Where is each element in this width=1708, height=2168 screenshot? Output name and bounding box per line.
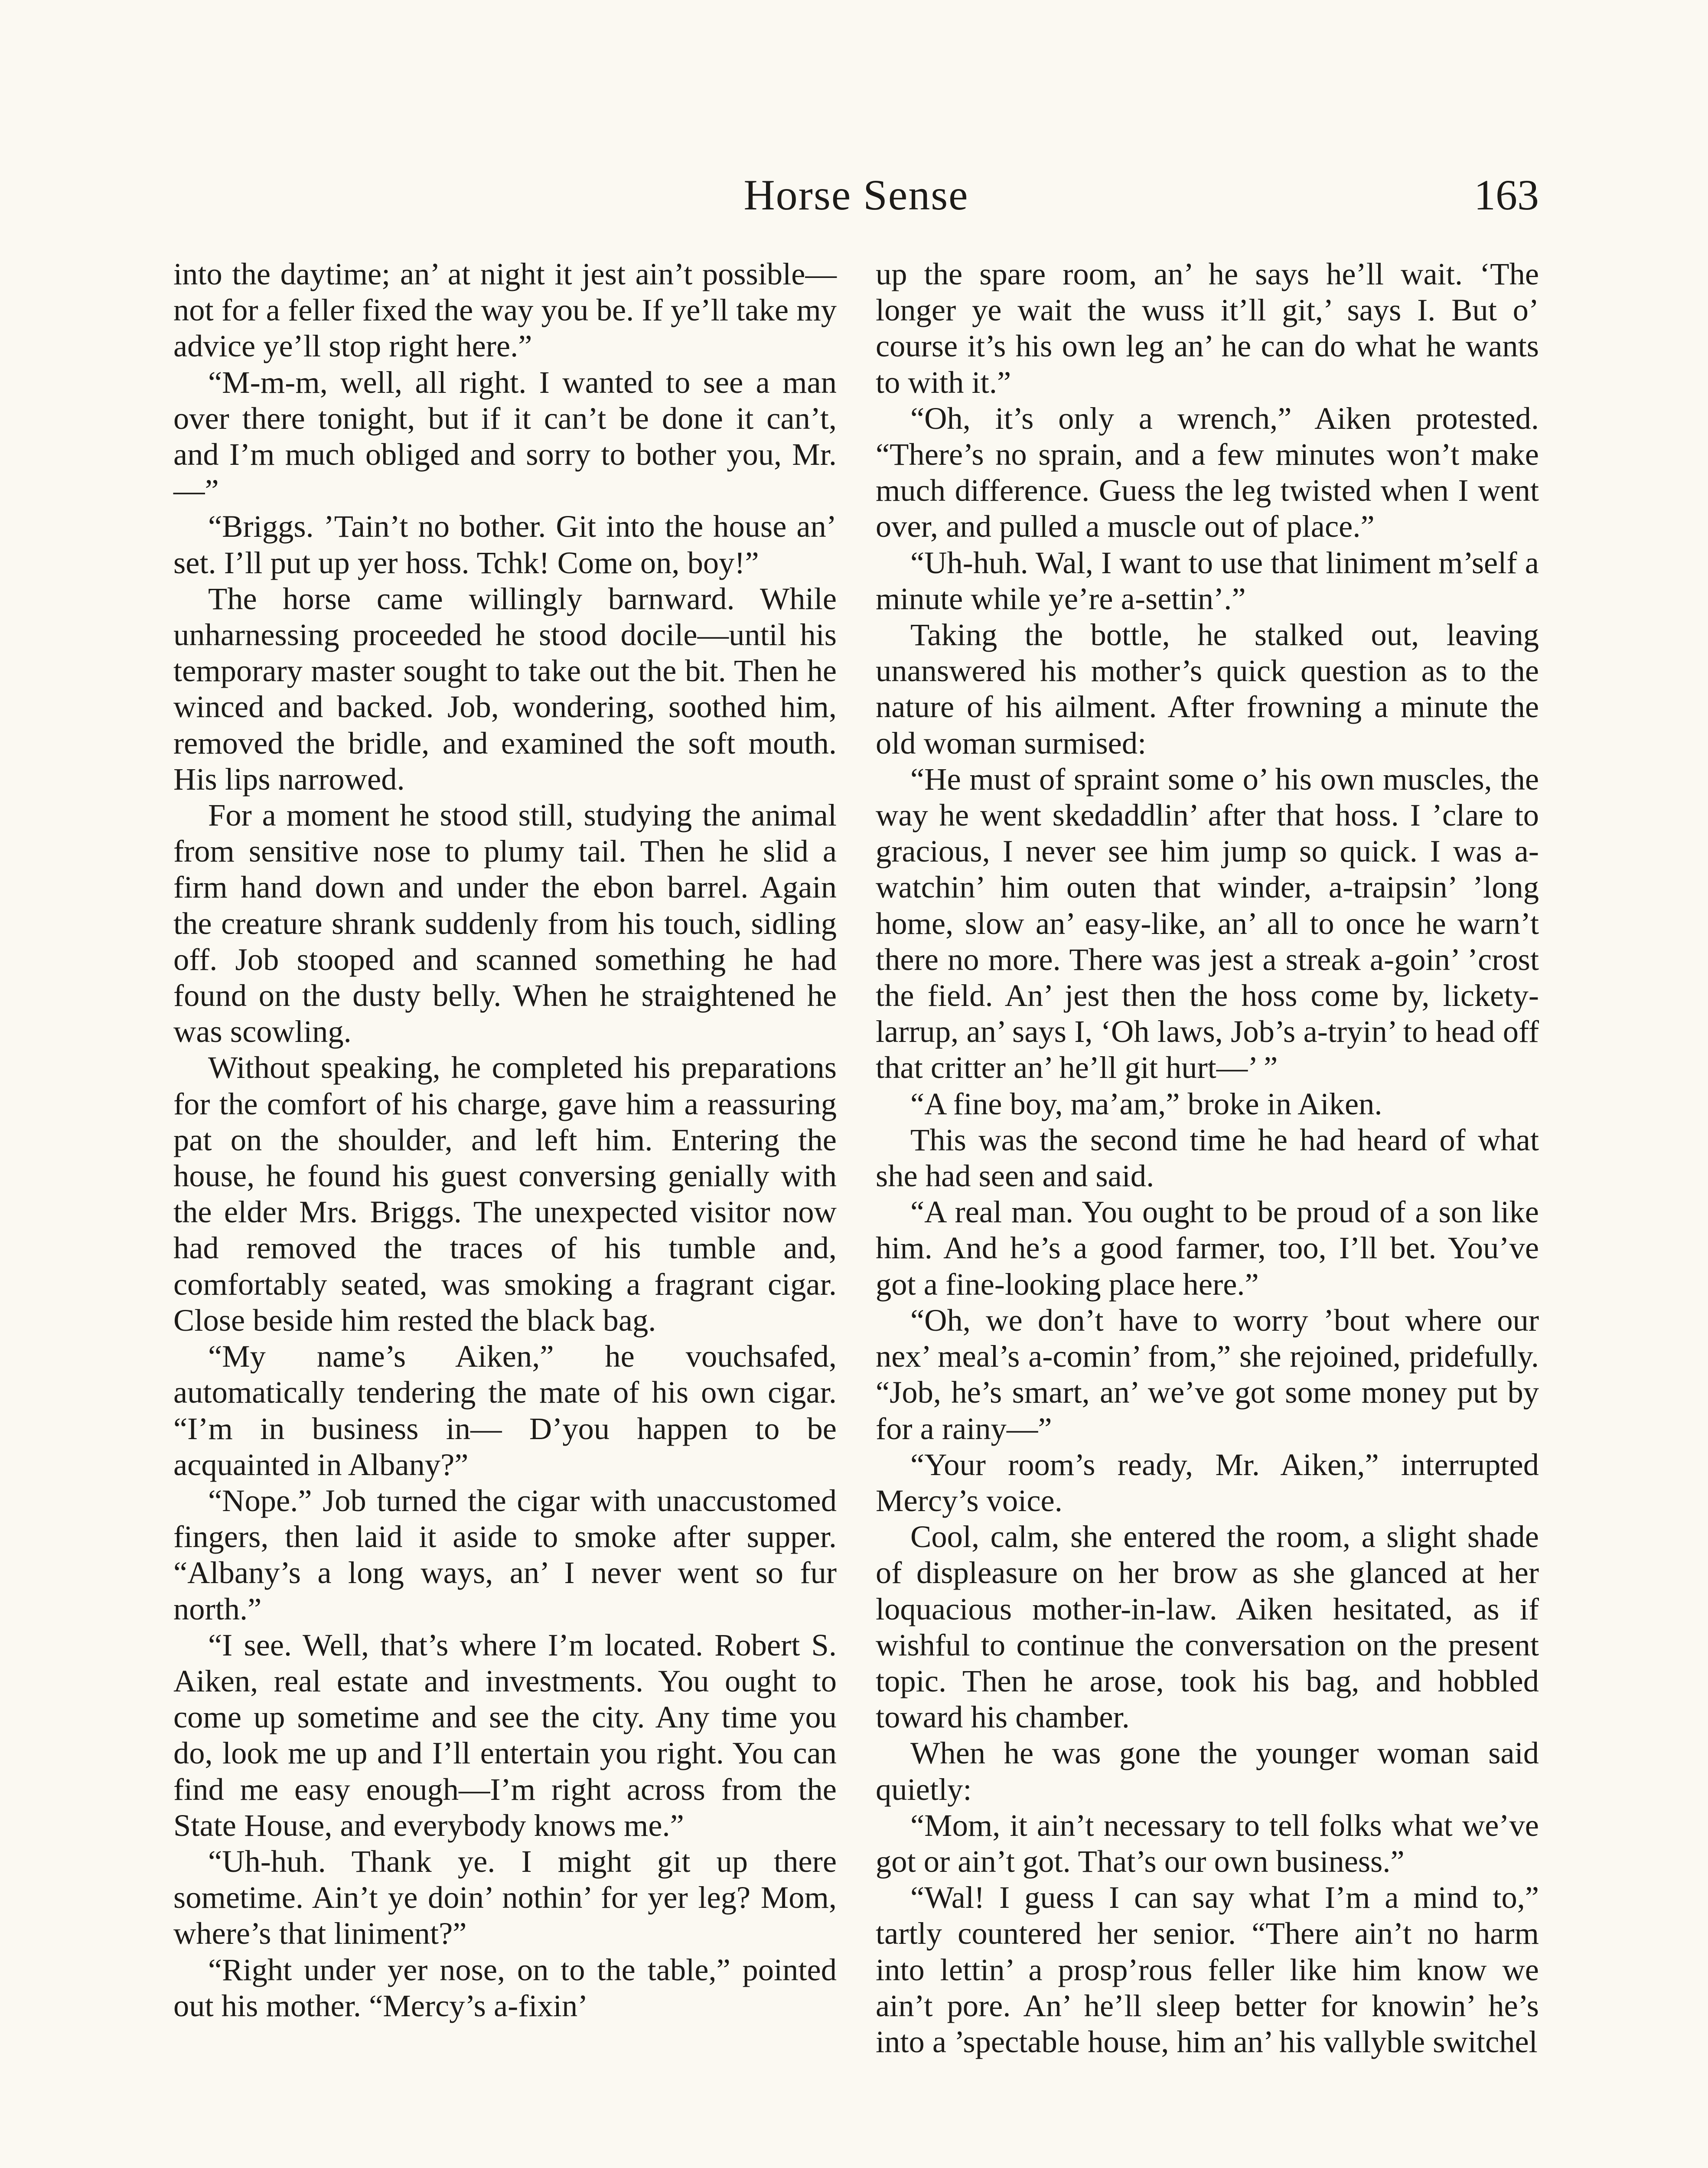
paragraph: “Nope.” Job turned the cigar with unaccustomed fingers, then laid it aside to smoke after supper. “Albany’s a long ways, an’ I never went so fur north.”: [173, 1482, 837, 1626]
chapter-title: Horse Sense: [743, 171, 969, 219]
paragraph: “Your room’s ready, Mr. Aiken,” interrupted Mercy’s voice.: [876, 1446, 1539, 1518]
paragraph: “Oh, it’s only a wrench,” Aiken protested. “There’s no sprain, and a few minutes won’t make much difference. Guess the leg twisted when I went over, and pulled a muscle out of place.”: [876, 400, 1539, 544]
paragraph: Without speaking, he completed his preparations for the comfort of his charge, gave him a reassuring pat on the shoulder, and left him. Entering the house, he found his guest conversing genially with the elder Mrs. Briggs. The unexpected visitor now had removed the traces of his tumble and, comfortably seated, was smoking a fragrant cigar. Close beside him rested the black bag.: [173, 1050, 837, 1338]
text-column-left: [173, 256, 837, 2024]
running-header: [173, 167, 1539, 223]
paragraph: “He must of spraint some o’ his own muscles, the way he went skedaddlin’ after that hoss. I ’clare to gracious, I never see him jump so quick. I was a-watchin’ him outen that winder, a-traipsin’ ’long home, slow an’ easy-like, an’ all to once he warn’t there no more. There was jest a streak a-goin’ ’crost the field. An’ jest then the hoss come by, lickety-larrup, an’ says I, ‘Oh laws, Job’s a-tryin’ to head off that critter an’ he’ll git hurt—’ ”: [876, 761, 1539, 1085]
text-column-right: [876, 256, 1539, 2060]
paragraph: Cool, calm, she entered the room, a slight shade of displeasure on her brow as she glanced at her loquacious mother-in-law. Aiken hesitated, as if wishful to continue the conversation on the present topic. Then he arose, took his bag, and hobbled toward his chamber.: [876, 1519, 1539, 1735]
paragraph: Taking the bottle, he stalked out, leaving unanswered his mother’s quick question as to the nature of his ailment. After frowning a minute the old woman surmised:: [876, 617, 1539, 761]
paragraph: “Right under yer nose, on to the table,” pointed out his mother. “Mercy’s a-fixin’: [173, 1952, 837, 2023]
paragraph: “Briggs. ’Tain’t no bother. Git into the house an’ set. I’ll put up yer hoss. Tchk! Come on, boy!”: [173, 509, 837, 580]
paragraph: “Wal! I guess I can say what I’m a mind to,” tartly countered her senior. “There ain’t no harm into lettin’ a prosp’rous feller like him know we ain’t pore. An’ he’ll sleep better for knowin’ he’s into a ’spectable house, him an’ his vallyble switchel: [876, 1880, 1539, 2059]
paragraph: into the daytime; an’ at night it jest ain’t possible—not for a feller fixed the way you be. If ye’ll take my advice ye’ll stop right here.”: [173, 256, 837, 364]
paragraph: For a moment he stood still, studying the animal from sensitive nose to plumy tail. Then he slid a firm hand down and under the ebon barrel. Again the creature shrank suddenly from his touch, sidling off. Job stooped and scanned something he had found on the dusty belly. When he straightened he was scowling.: [173, 797, 837, 1049]
page-number: 163: [1474, 171, 1539, 219]
paragraph: up the spare room, an’ he says he’ll wait. ‘The longer ye wait the wuss it’ll git,’ says I. But o’ course it’s his own leg an’ he can do what he wants to with it.”: [876, 256, 1539, 400]
paragraph: This was the second time he had heard of what she had seen and said.: [876, 1122, 1539, 1194]
paragraph: “Uh-huh. Thank ye. I might git up there sometime. Ain’t ye doin’ nothin’ for yer leg? Mom, where’s that liniment?”: [173, 1843, 837, 1951]
paragraph: “I see. Well, that’s where I’m located. Robert S. Aiken, real estate and investments. You ought to come up sometime and see the city. Any time you do, look me up and I’ll entertain you right. You can find me easy enough—I’m right across from the State House, and everybody knows me.”: [173, 1627, 837, 1843]
paragraph: When he was gone the younger woman said quietly:: [876, 1735, 1539, 1807]
paragraph: “Uh-huh. Wal, I want to use that liniment m’self a minute while ye’re a-settin’.”: [876, 545, 1539, 616]
paragraph: “A fine boy, ma’am,” broke in Aiken.: [910, 1086, 1382, 1121]
paragraph: “Mom, it ain’t necessary to tell folks what we’ve got or ain’t got. That’s our own business.”: [876, 1807, 1539, 1879]
paragraph: “My name’s Aiken,” he vouchsafed, automatically tendering the mate of his own cigar. “I’m in business in— D’you happen to be acquainted in Albany?”: [173, 1339, 837, 1482]
paragraph: “M-m-m, well, all right. I wanted to see a man over there tonight, but if it can’t be done it can’t, and I’m much obliged and sorry to bother you, Mr.—”: [173, 364, 837, 508]
paragraph: “A real man. You ought to be proud of a son like him. And he’s a good farmer, too, I’ll bet. You’ve got a fine-looking place here.”: [876, 1194, 1539, 1302]
paragraph: The horse came willingly barnward. While unharnessing proceeded he stood docile—until his temporary master sought to take out the bit. Then he winced and backed. Job, wondering, soothed him, removed the bridle, and examined the soft mouth. His lips narrowed.: [173, 581, 837, 797]
paragraph: “Oh, we don’t have to worry ’bout where our nex’ meal’s a-comin’ from,” she rejoined, pridefully. “Job, he’s smart, an’ we’ve got some money put by for a rainy—”: [876, 1302, 1539, 1446]
